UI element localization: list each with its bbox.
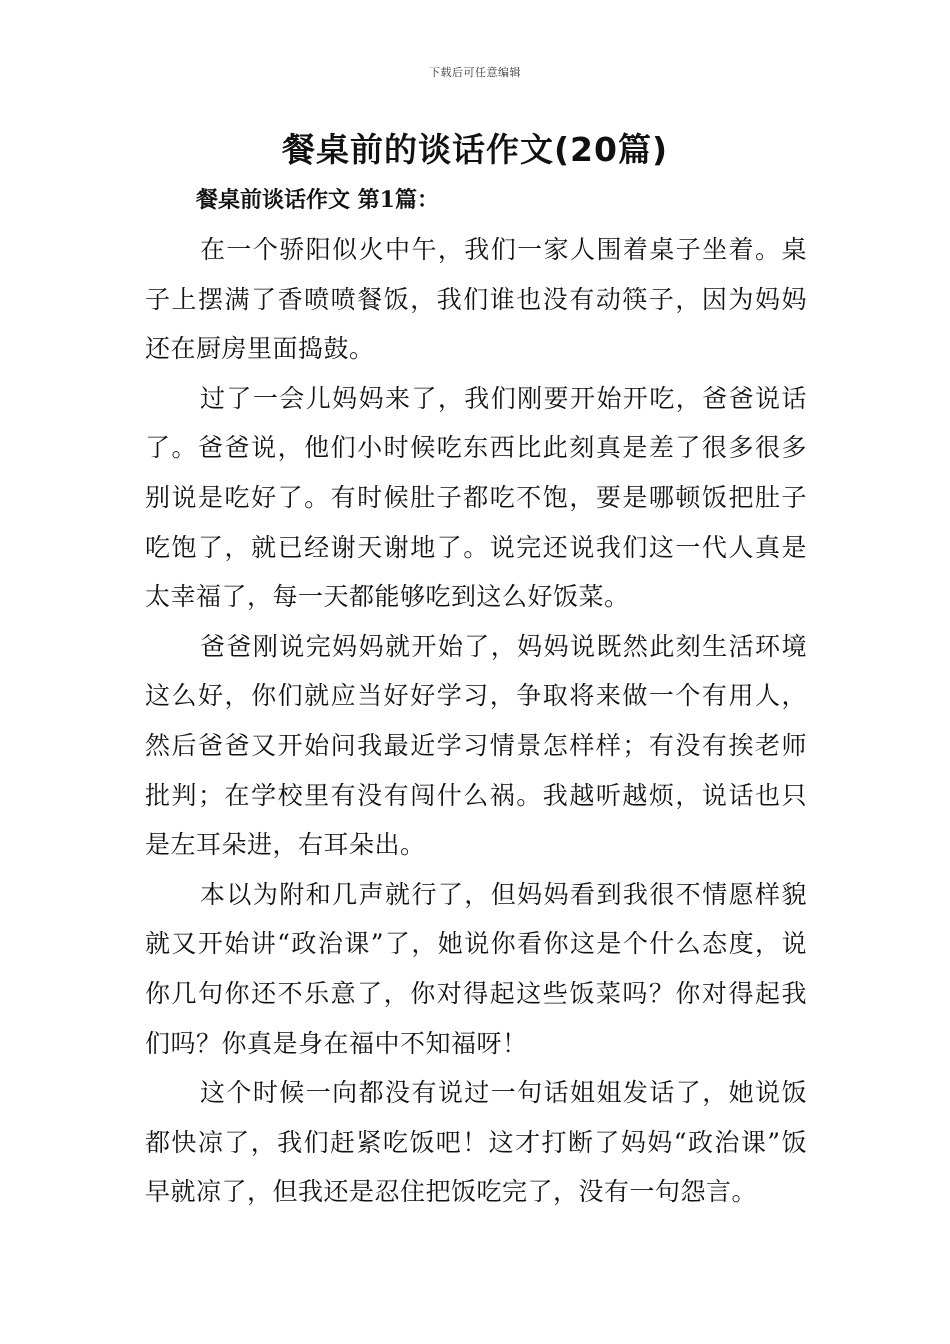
- paragraph-4: 本以为附和几声就行了，但妈妈看到我很不情愿样貌就又开始讲“政治课”了，她说你看你这是个什么态度，说你几句你还不乐意了，你对得起这些饭菜吗？你对得起我们吗？你真是身在福中不知福呀！: [145, 879, 807, 1058]
- paragraph-2: 过了一会儿妈妈来了，我们刚要开始开吃，爸爸说话了。爸爸说，他们小时候吃东西比此刻真是差了很多很多别说是吃好了。有时候肚子都吃不饱，要是哪顿饭把肚子吃饱了，就已经谢天谢地了。说完还说我们这一代人真是太幸福了，每一天都能够吃到这么好饭菜。: [145, 383, 807, 612]
- document-title: 餐桌前的谈话作文(20篇): [281, 130, 669, 169]
- section-heading: 餐桌前谈话作文 第1篇：: [196, 187, 439, 213]
- paragraph-1: 在一个骄阳似火中午，我们一家人围着桌子坐着。桌子上摆满了香喷喷餐饭，我们谁也没有动筷子，因为妈妈还在厨房里面捣鼓。: [145, 235, 807, 364]
- paragraph-5: 这个时候一向都没有说过一句话姐姐发话了，她说饭都快凉了，我们赶紧吃饭吧！这才打断了妈妈“政治课”饭早就凉了，但我还是忍住把饭吃完了，没有一句怨言。: [145, 1078, 807, 1207]
- header-note: 下载后可任意编辑: [429, 66, 521, 79]
- paragraph-3: 爸爸刚说完妈妈就开始了，妈妈说既然此刻生活环境这么好，你们就应当好好学习，争取将来做一个有用人，然后爸爸又开始问我最近学习情景怎样样；有没有挨老师批判；在学校里有没有闯什么祸。我越听越烦，说话也只是左耳朵进，右耳朵出。: [145, 631, 807, 860]
- article-body: [145, 225, 807, 1217]
